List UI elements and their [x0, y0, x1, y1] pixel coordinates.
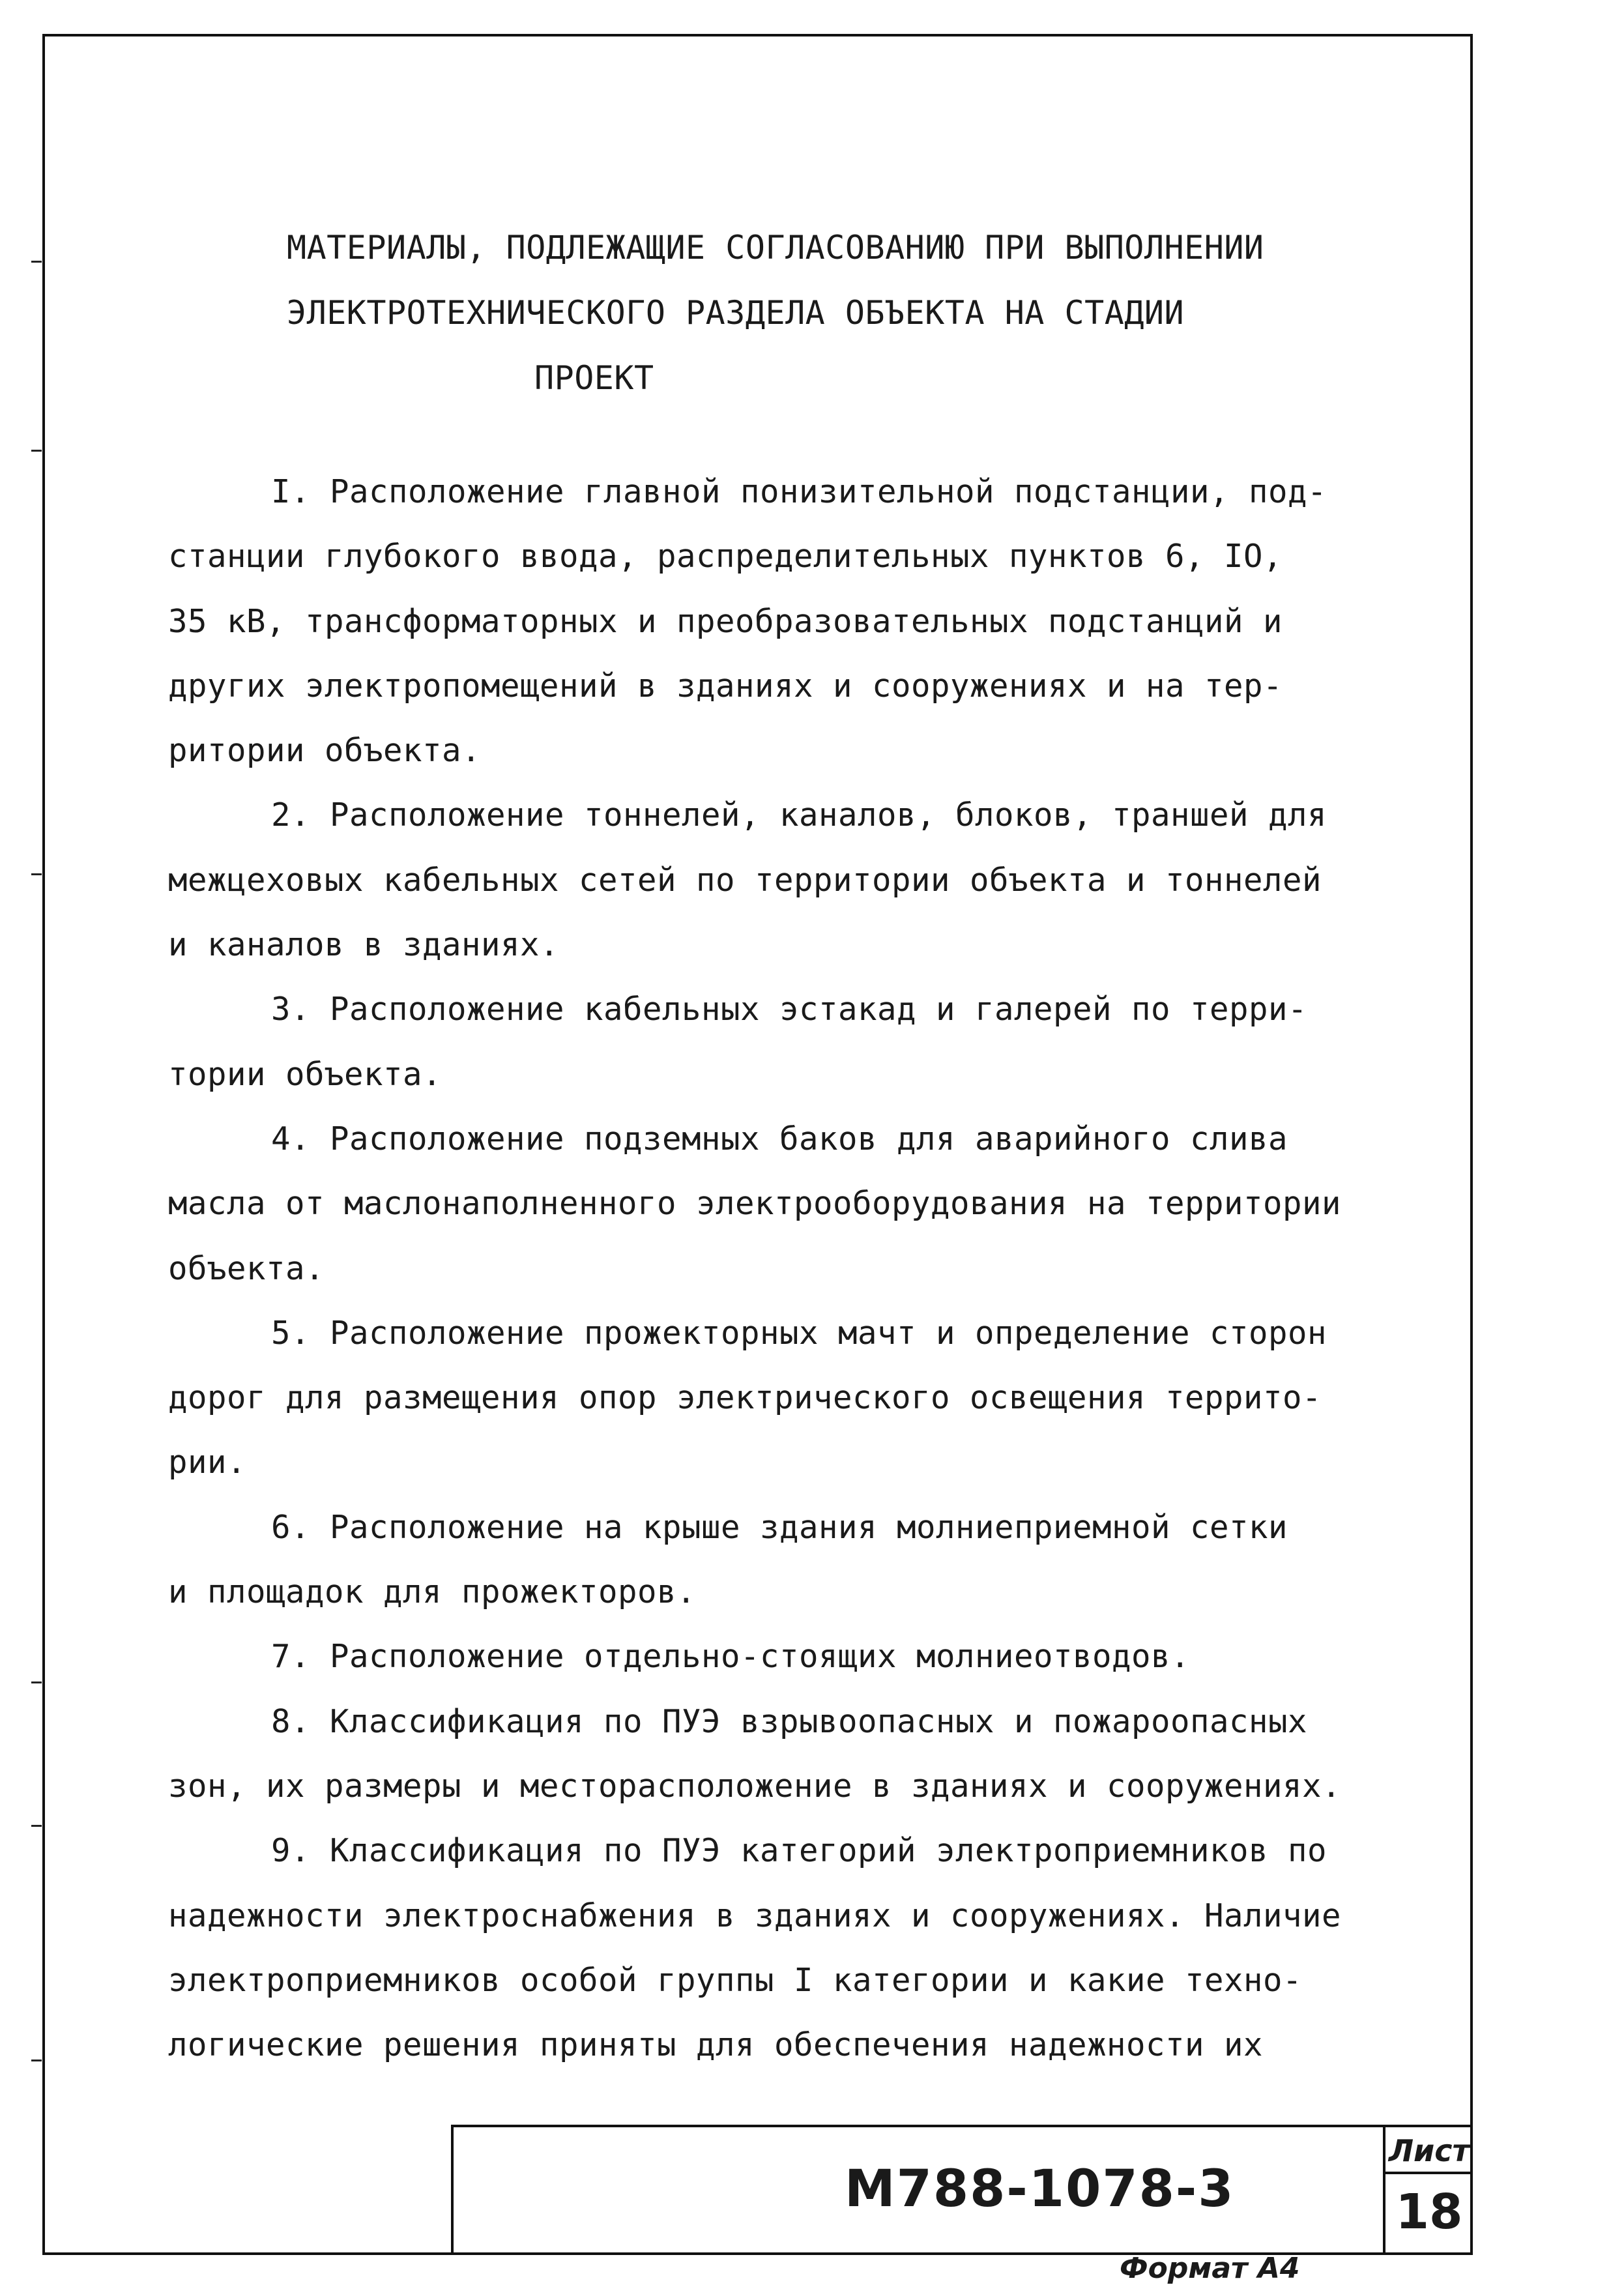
sheet-box [1383, 2127, 1473, 2255]
binding-mark [31, 873, 42, 875]
body-line: 4. Расположение подземных баков для аварийного слива [271, 1120, 1288, 1157]
body-line: 5. Расположение прожекторных мачт и определение сторон [271, 1314, 1327, 1352]
body-line: рии. [168, 1444, 247, 1481]
body-line: ритории объекта. [168, 732, 482, 770]
heading-line: ПРОЕКТ [534, 359, 654, 397]
body-line: логические решения приняты для обеспечения надежности их [168, 2026, 1264, 2064]
binding-mark [31, 261, 42, 263]
body-line: тории объекта. [168, 1055, 442, 1093]
body-line: объекта. [168, 1249, 325, 1287]
body-line: I. Расположение главной понизительной подстанции, под- [271, 473, 1327, 510]
body-line: 7. Расположение отдельно-стоящих молниеотводов. [271, 1638, 1191, 1676]
document-heading [287, 215, 1329, 411]
body-line: дорог для размещения опор электрического освещения террито- [168, 1379, 1322, 1417]
body-line: станции глубокого ввода, распределительных пунктов 6, IO, [168, 538, 1283, 575]
document-code: М788-1078-3 [845, 2160, 1235, 2219]
body-line: 9. Классификация по ПУЭ категорий электроприемников по [271, 1832, 1327, 1870]
body-line: 8. Классификация по ПУЭ взрывоопасных и пожароопасных [271, 1702, 1308, 1740]
body-line: и площадок для прожекторов. [168, 1573, 697, 1611]
sheet-label: Лист [1385, 2127, 1473, 2174]
body-line: 6. Расположение на крыше здания молниеприемной сетки [271, 1508, 1288, 1546]
sheet-number: 18 [1395, 2184, 1463, 2240]
body-line: зон, их размеры и месторасположение в зданиях и сооружениях. [168, 1767, 1342, 1805]
binding-mark [31, 450, 42, 452]
body-line: 3. Расположение кабельных эстакад и галерей по терри- [271, 991, 1308, 1028]
binding-mark [31, 1681, 42, 1683]
body-line: межцеховых кабельных сетей по территории объекта и тоннелей [168, 861, 1322, 899]
body-line: и каналов в зданиях. [168, 926, 560, 964]
body-line: электроприемников особой группы I категории и какие техно- [168, 1961, 1303, 1999]
binding-mark [31, 1825, 42, 1827]
binding-mark [31, 2059, 42, 2061]
body-line: других электропомещений в зданиях и сооружениях и на тер- [168, 667, 1283, 705]
document-body [168, 459, 1406, 2077]
title-block [451, 2125, 1473, 2255]
format-note: Формат А4 [1120, 2252, 1300, 2285]
body-line: масла от маслонаполненного электрооборудования на территории [168, 1185, 1342, 1223]
body-line: надежности электроснабжения в зданиях и сооружениях. Наличие [168, 1897, 1342, 1934]
body-line: 35 кВ, трансформаторных и преобразовательных подстанций и [168, 602, 1283, 640]
body-line: 2. Расположение тоннелей, каналов, блоков, траншей для [271, 796, 1327, 834]
heading-line: МАТЕРИАЛЫ, ПОДЛЕЖАЩИЕ СОГЛАСОВАНИЮ ПРИ ВЫПОЛНЕНИИ [287, 229, 1264, 267]
heading-line: ЭЛЕКТРОТЕХНИЧЕСКОГО РАЗДЕЛА ОБЪЕКТА НА СТАДИИ [287, 294, 1185, 332]
